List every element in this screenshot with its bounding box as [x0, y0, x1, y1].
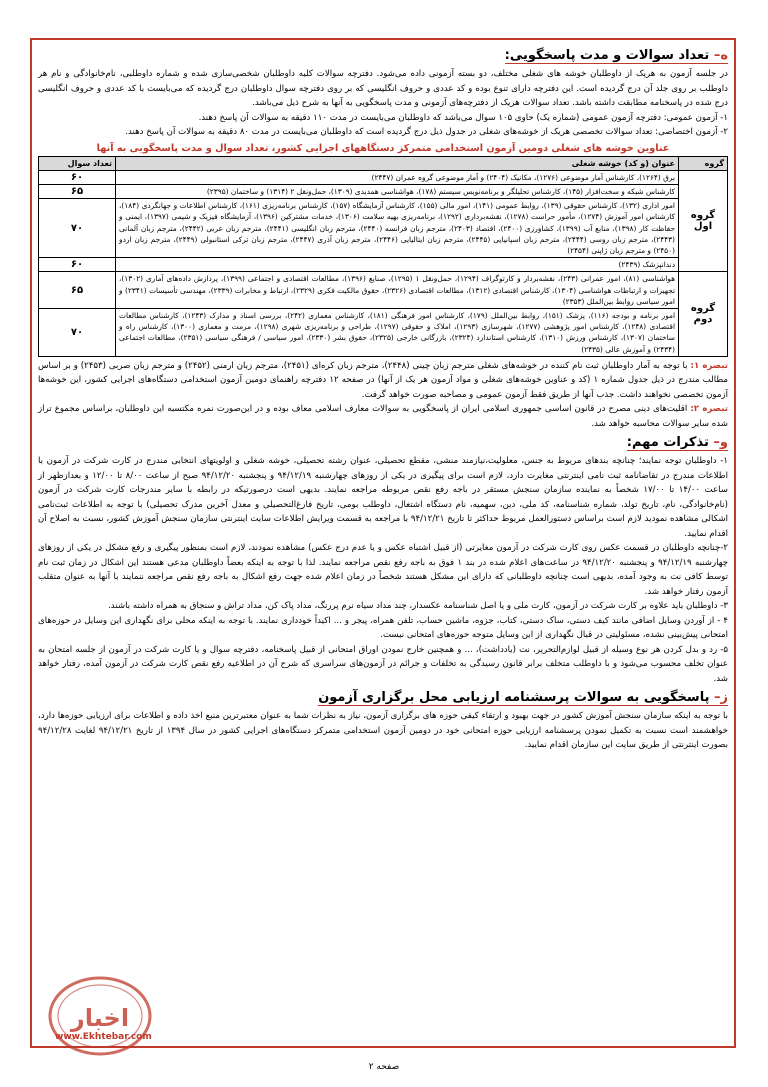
table-cell-count: ۶۰ [39, 258, 116, 272]
note-2 [38, 402, 728, 431]
section-h-title [505, 48, 728, 64]
table-row [39, 308, 728, 356]
section-z-mark: ز– [714, 690, 728, 706]
note-2-text: اقلیت‌های دینی مصرح در قانون اساسی جمهوری اسلامی ایران از پاسخگویی به سوالات معارف اسلامی معاف بوده و در این‌صورت نمره مکتسبه این داوطلبان، براساس مجموع تراز شده سایر سوالات محاسبه خواهد شد. [38, 404, 728, 429]
table-cell-count: ۷۰ [39, 199, 116, 258]
header-group: گروه [679, 156, 728, 170]
section-v-paragraph-5: ۵- رد و بدل کردن هر نوع وسیله از قبیل لوازم‌التحریر، نت (یادداشت)، ... و همچنین خارج نمودن اوراق امتحانی از قبیل پاسخنامه، دفترچه سوال و یا کارت شرکت در آزمون از جلسه امتحان به عنوان تخلف محسوب می‌شود و با داوطلب متخلف برابر قانون رسیدگی به تخلفات و جرائم در آزمون‌های سراسری که شرح آن در اطلاعیه رفع نقص کارت شرکت در آزمون آمده، رفتار خواهد شد. [38, 644, 728, 684]
table-row [39, 184, 728, 198]
table-cell-title: امور اداری (۱۳۲)، کارشناس حقوقی (۱۳۹)، روابط عمومی (۱۴۱)، امور مالی (۱۵۵)، کارشناس آزمایشگاه (۱۵۷)، کارشناس برنامه‌ریزی (۱۶۱)، کارشناس اطلاعات و جهانگردی (۱۸۴)، کارشناس امور آموزش (۱۲۷۴)، مأمور حراست (۱۲۷۸)، نقشه‌برداری (۱۲۹۲)، برنامه‌ریزی بهیه سلامت (۱۳۰۶)، خدمات مشترکین (۱۳۹۶)، آزمایشگاه فیزیک و شیمی (۱۳۹۷)، ایمنی و حفاظت کار (۱۳۹۸)، منابع آب (۱۳۹۹)، کشاورزی (۲۴۰۰)، اقتصاد (۲۴۰۳)، مترجم زبان فرانسه (۲۴۴۰)، مترجم زبان انگلیسی (۲۴۴۱)، مترجم زبان عربی (۲۴۴۲)، مترجم زبان آلمانی (۲۴۴۳)، مترجم زبان روسی (۲۴۴۴)، مترجم زبان اسپانیایی (۲۴۴۵)، مترجم زبان ایتالیایی (۲۴۴۶)، مترجم زبان آذری (۲۴۴۷)، مترجم زبان ترکی استانبولی (۲۴۴۹)، مترجم زبان اردو (۲۴۵۰) و مترجم زبان ژاپنی (۲۴۵۴) [116, 199, 679, 258]
group-label-1: گروه اول [679, 170, 728, 272]
note-1-text: با توجه به آمار داوطلبان ثبت نام کننده در خوشه‌های شغلی مترجم زبان چینی (۲۴۴۸)، مترجم زبان کره‌ای (۲۴۵۱)، مترجم زبان ارمنی (۲۴۵۲) و مترجم زبان صربی (۲۴۵۳) و بر اساس مطالب مندرج در ذیل جدول شماره ۱ (کد و عناوین خوشه‌های شغلی و مواد آزمون هر یک از آنها) در صفحه ۱۲ دفترچه راهنمای دومین آزمون استخدامی دستگاه‌های اجرایی کشور، این خوشه‌ها آزمون تخصصی نخواهند داشت. جذب آنها از طریق فقط آزمون عمومی و مصاحبه صورت خواهد گرفت. [38, 360, 729, 400]
section-v-title-text: تذکرات مهم: [626, 435, 709, 451]
table-row [39, 170, 728, 184]
table-title: عناوین خوشه های شغلی دومین آزمون استخدامی متمرکز دستگاههای اجرایی کشور، تعداد سوال و مدت پاسخگویی به آنها [96, 142, 670, 154]
header-title: عنوان (و کد) خوشه شغلی [116, 156, 679, 170]
table-cell-count: ۶۰ [39, 170, 116, 184]
note-1 [38, 359, 728, 403]
section-v [38, 431, 728, 686]
section-h-paragraph-1: در جلسه آزمون به هریک از داوطلبان خوشه های شغلی مختلف، دو بسته آزمونی داده می‌شود. دفترچه سوالات کلیه داوطلبان شخصی‌سازی شده و شماره داوطلبی، نام‌خانوادگی و نام هر داوطلب بر روی جلد آن درج گردیده است. این دفترچه دارای تنوع بوده و کد عددی و حروف انگلیسی که بر روی دفترچه سوال داوطلبان درج گردیده که می‌بایست با کد عددی و حروف انگلیسی درج شده در پاسخنامه مطابقت داشته باشد. تعداد سوالات هریک از دفترچه‌های آزمونی و مدت پاسخگویی به آنها به شرح ذیل می‌باشد. [38, 69, 728, 108]
table-cell-title: امور برنامه و بودجه (۱۱۶)، پزشک (۱۵۱)، روابط بین‌الملل (۱۷۹)، کارشناس امور فرهنگی (۱۸۱)، کارشناس معماری (۲۴۲)، بررسی اسناد و مدارک (۱۲۴۳)، کارشناس مطالعات اقتصادی (۱۲۴۸)، کارشناس امور پژوهشی (۱۲۷۷)، شهرسازی (۱۲۹۳)، املاک و حقوقی (۱۲۹۷)، طراحی و برنامه‌ریزی شهری (۱۲۹۸)، مرمت و معماری (۱۳۰۰)، کارشناس راه و ساختمان (۱۳۰۷)، کارشناس ورزش (۱۳۱۰)، کارشناس استاندارد (۲۳۲۴)، بازرگانی خارجی (۲۳۲۵)، حقوق بشر (۲۳۳۰)، امور سیاسی / فرهنگی سیاسی (۲۳۵۱)، مطالعات اجتماعی (۲۴۳۴) و آموزش عالی (۲۴۳۵) [116, 308, 679, 356]
watermark-site: www.Ekhtebar.com [55, 1032, 152, 1042]
section-h-paragraph-2: ۱- آزمون عمومی: دفترچه آزمون عمومی (شماره یک) حاوی ۱۰۵ سوال می‌باشد که داوطلبان می‌بایست در مدت ۱۱۰ دقیقه به سوالات آن پاسخ دهند. [198, 112, 728, 123]
table-header-row [39, 156, 728, 170]
table-row [39, 258, 728, 272]
notes [38, 359, 728, 432]
section-v-paragraph-4: ۴ - از آوردن وسایل اضافی مانند کیف دستی، ساک دستی، کتاب، جزوه، ماشین حساب، تلفن همراه، پیجر و ... اکیداً خودداری نمایند. با توجه به اینکه محلی برای نگهداری این وسایل در حوزه‌های امتحانی پیش‌بینی نشده، مسئولیتی در قبال نگهداری از این وسایل متوجه حوزه‌های امتحانی نیست. [38, 615, 728, 641]
group-label-2: گروه دوم [679, 272, 728, 356]
note-1-label: تبصره ۱: [690, 360, 728, 371]
header-count: تعداد سوال [39, 156, 116, 170]
section-h-mark: ه– [713, 48, 728, 63]
section-v-paragraph-1: ۱- داوطلبان توجه نمایند؛ چنانچه بندهای مربوط به جنس، معلولیت،نیازمند منشی، مقطع تحصیلی، عنوان رشته تحصیلی، خوشه شغلی و اولویتهای انتخابی مندرج در کارت شرکت در آزمون با اطلاعات مندرج در تقاضانامه ثبت نامی اینترنتی مغایرت دارد، لازم است برای پیگیری در یکی از روزهای چهارشنبه ۹۴/۱۲/۱۹ و پنجشنبه ۹۴/۱۲/۲۰ صبح از ساعت ۸/۰۰ تا ۱۲/۰۰ و بعدازظهر از ساعت ۱۴/۰۰ تا ۱۷/۰۰ شخصاً به نماینده سازمان سنجش مستقر در باجه رفع نقص مربوطه مراجعه نمایند. بدیهی است درصورتیکه در رابطه با سایر مندرجات کارت شرکت در آزمون (نام‌خانوادگی، نام، تاریخ تولد، شماره شناسنامه، کد ملی، دین، سهمیه، نام دستگاه اشتغال، داوطلب بومی، تاریخ فارغ‌التحصیلی و معدل آخرین مدرک تحصیلی) با توجه به اطلاعات ثبت‌نامی اشکالی مشاهده نمودید لازم است براساس دستورالعمل مربوط حداکثر تا تاریخ ۹۴/۱۲/۲۱ با مراجعه به قسمت ویرایش اطلاعات سایت اینترنتی سازمان سنجش آموزش کشور، نسبت به اصلاح آن اقدام نمایید. [38, 456, 729, 539]
job-cluster-table [38, 156, 728, 357]
section-z-title [318, 690, 728, 706]
table-cell-title: هواشناسی (۸۱)، امور عمرانی (۲۴۳)، نقشه‌بردار و کارتوگراف (۱۲۹۴)، حمل‌ونقل ۱ (۱۲۹۵)، صنایع (۱۳۹۶)، مطالعات اقتصادی و اجتماعی (۱۳۹۹)، پردازش داده‌های آماری (۱۳۰۲)، تجهیزات و ارتباطات هواشناسی (۱۳۰۴)، کارشناس اقتصادی (۱۳۱۲)، مطالعات اقتصادی (۲۳۲۶)، حقوق مالکیت فکری (۲۳۲۹)، ارتباط و مخابرات (۲۳۳۹)، مهندسی تأسیسات (۲۳۴۱) و امور سیاسی روابط بین‌الملل (۲۳۵۳) [116, 272, 679, 309]
section-h [38, 44, 728, 140]
section-h-paragraph-3: ۲- آزمون اختصاصی: تعداد سوالات تخصصی هریک از خوشه‌های شغلی در جدول ذیل درج گردیده است که داوطلبان می‌بایست در مدت ۸۰ دقیقه به سوالات آن پاسخ دهند. [125, 127, 728, 137]
note-2-label: تبصره ۲: [690, 404, 728, 415]
section-v-mark: و– [713, 435, 728, 451]
ekhtebar-logo-watermark [38, 972, 158, 1062]
section-v-paragraph-2: ۲-چنانچه داوطلبان در قسمت عکس روی کارت شرکت در آزمون مغایرتی (از قبیل اشتباه عکس و یا عدم درج عکس) مشاهده نمودند، لازم است بمنظور پیگیری و رفع مشکل در یکی از روزهای چهارشنبه ۹۴/۱۲/۱۹ و پنجشنبه ۹۴/۱۲/۲۰ در ساعت‌های اعلام شده در بند ۱ فوق به باجه رفع نقص مراجعه نمایند. لذا با توجه به اینکه بعضاً داوطلبان مدعی هستند این اشکال در زمان ثبت نام توسط کافی نت به وجود آمده، بدیهی است چنانچه داوطلبانی که دارای این مشکل هستند شخصاً در زمان اعلام شده جهت رفع اشکال به باجه رفع نقص مراجعه ننمایند با آنها به عنوان متقلب آزمون رفتار خواهد شد. [38, 543, 728, 597]
table-row [39, 199, 728, 258]
section-h-title-text: تعداد سوالات و مدت پاسخگویی: [504, 48, 710, 63]
section-z-paragraph-1: با توجه به اینکه سازمان سنجش آموزش کشور در جهت بهبود و ارتقاء کیفی حوزه های برگزاری آزمون، نیاز به نظرات شما به عنوان معتبرترین منبع اخذ داده و اطلاعات برای ارزیابی حوزه‌ها دارد، خواهشمند است نسبت به تکمیل نمودن پرسشنامه ارزیابی حوزه امتحانی خود در دومین آزمون استخدامی متمرکز دستگاه‌های اجرایی کشور در سال ۱۳۹۴ از تاریخ ۹۴/۱۲/۲۱ لغایت ۹۴/۱۲/۲۸ بصورت اینترنتی از طریق سایت این سازمان اقدام نمایید. [38, 711, 728, 751]
section-z-title-text: پاسخگویی به سوالات پرسشنامه ارزیابی محل برگزاری آزمون [318, 690, 710, 706]
table-cell-count: ۶۵ [39, 272, 116, 309]
table-cell-title: برق (۱۲۶۴)، کارشناس آمار موضوعی (۱۲۷۶)، مکانیک (۲۴۰۴) و آمار موضوعی گروه عمران (۲۴۴۷) [116, 170, 679, 184]
table-cell-title: دندانپزشک (۲۴۳۹) [116, 258, 679, 272]
section-v-paragraph-3: ۳- داوطلبان باید علاوه بر کارت شرکت در آزمون، کارت ملی و یا اصل شناسنامه عکسدار، چند مداد سیاه نرم پررنگ، مداد پاک کن، مداد تراش و سنجاق به همراه داشته باشند. [108, 601, 728, 612]
document-content [38, 44, 728, 753]
table-cell-count: ۷۰ [39, 308, 116, 356]
table-cell-title: کارشناس شبکه و سخت‌افزار (۱۴۵)، کارشناس تحلیلگر و برنامه‌نویس سیستم (۱۷۸)، هواشناسی همدیدی (۱۳۰۹)، حمل‌ونقل ۲ (۱۳۱۴) و ساختمان (۲۳۹۵) [116, 184, 679, 198]
table-row [39, 272, 728, 309]
section-v-title [627, 435, 728, 451]
table-cell-count: ۶۵ [39, 184, 116, 198]
watermark-text: اخبار [70, 1004, 130, 1032]
section-z [38, 686, 728, 753]
page-number: صفحه ۲ [368, 1062, 400, 1072]
